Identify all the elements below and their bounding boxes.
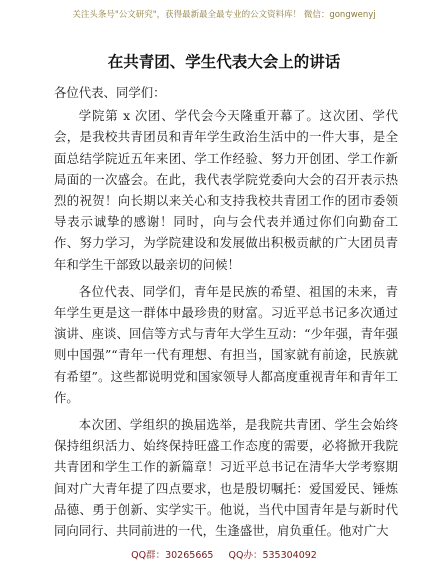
footer xyxy=(0,547,448,561)
footer-qq-group: QQ群：30265665 xyxy=(131,550,214,561)
header-banner: 关注头条号"公文研究"，获得最新最全最专业的公文资料库！ 微信：gongwenyj xyxy=(72,10,376,20)
salutation: 各位代表、同学们： xyxy=(54,85,166,100)
paragraph-3: 本次团、学组织的换届选举，是我院共青团、学生会始终保持组织活力、始终保持旺盛工作态度的需要，必将掀开我院共青团和学生工作的新篇章！习近平总书记在清华大学考察期间对广大青年提了四点要求，也是殷切嘱托：爱国爱民、锤炼品德、勇于创新、实学实干。他说，当代中国青年是与新时代同向同行、共同前进的一代，生逢盛世，肩负重任。他对广大 xyxy=(54,417,398,539)
footer-qq-office: QQ办：535304092 xyxy=(228,550,317,561)
document-title: 在共青团、学生代表大会上的讲话 xyxy=(107,53,341,71)
document-body xyxy=(54,82,398,547)
paragraph-1: 学院第 x 次团、学代会今天隆重开幕了。这次团、学代会，是我校共青团员和青年学生政治生活中的一件大事，是全面总结学院近五年来团、学工作经验、努力开创团、学工作新局面的一次盛会。在此，我代表学院党委向大会的召开表示热烈的祝贺！向长期以来关心和支持我校共青团工作的团市委领导表示诚挚的感谢！同时，向与会代表并通过你们向勤奋工作、努力学习，为学院建设和发展做出积极贡献的广大团员青年和学生干部致以最亲切的问候！ xyxy=(54,108,398,272)
paragraph-2: 各位代表、同学们，青年是民族的希望、祖国的未来，青年学生更是这一群体中最珍贵的财富。习近平总书记多次通过演讲、座谈、回信等方式与青年大学生互动：“少年强，青年强则中国强”“青年一代有理想、有担当，国家就有前途，民族就有希望”。这些都说明党和国家领导人都高度重视青年和青年工作。 xyxy=(54,283,398,405)
